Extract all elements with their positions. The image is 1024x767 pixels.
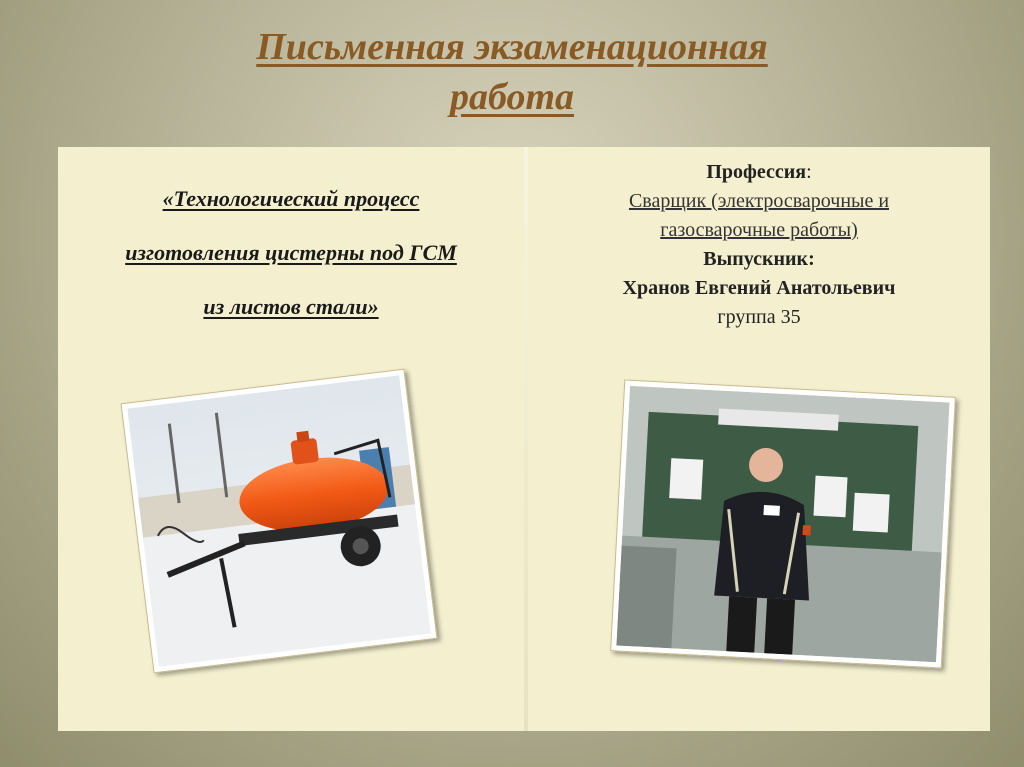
profession-line-2: газосварочные работы) xyxy=(660,219,858,241)
work-topic-line-2: изготовления цистерны под ГСМ xyxy=(125,240,457,265)
slide-title-line-2: работа xyxy=(449,76,575,118)
slide-title-line-1: Письменная экзаменационная xyxy=(256,26,768,68)
graduate-name: Хранов Евгений Анатольевич xyxy=(622,277,896,299)
slide-title xyxy=(0,22,1024,122)
graduate-image xyxy=(616,386,949,662)
profession-label: Профессия xyxy=(706,161,807,183)
profession-heading xyxy=(528,158,990,187)
work-topic-line-1: «Технологический процесс xyxy=(162,186,420,211)
work-topic xyxy=(58,172,524,334)
tank-trailer-image xyxy=(127,375,431,666)
graduate-label: Выпускник: xyxy=(703,248,815,270)
work-topic-line-3: из листов стали» xyxy=(203,294,379,319)
tank-trailer-photo xyxy=(120,369,437,674)
graduate-group: группа 35 xyxy=(717,306,801,328)
graduate-photo xyxy=(610,379,956,668)
profession-line-1: Сварщик (электросварочные и xyxy=(628,190,890,212)
profession-colon: : xyxy=(806,161,812,183)
student-info xyxy=(528,158,990,332)
